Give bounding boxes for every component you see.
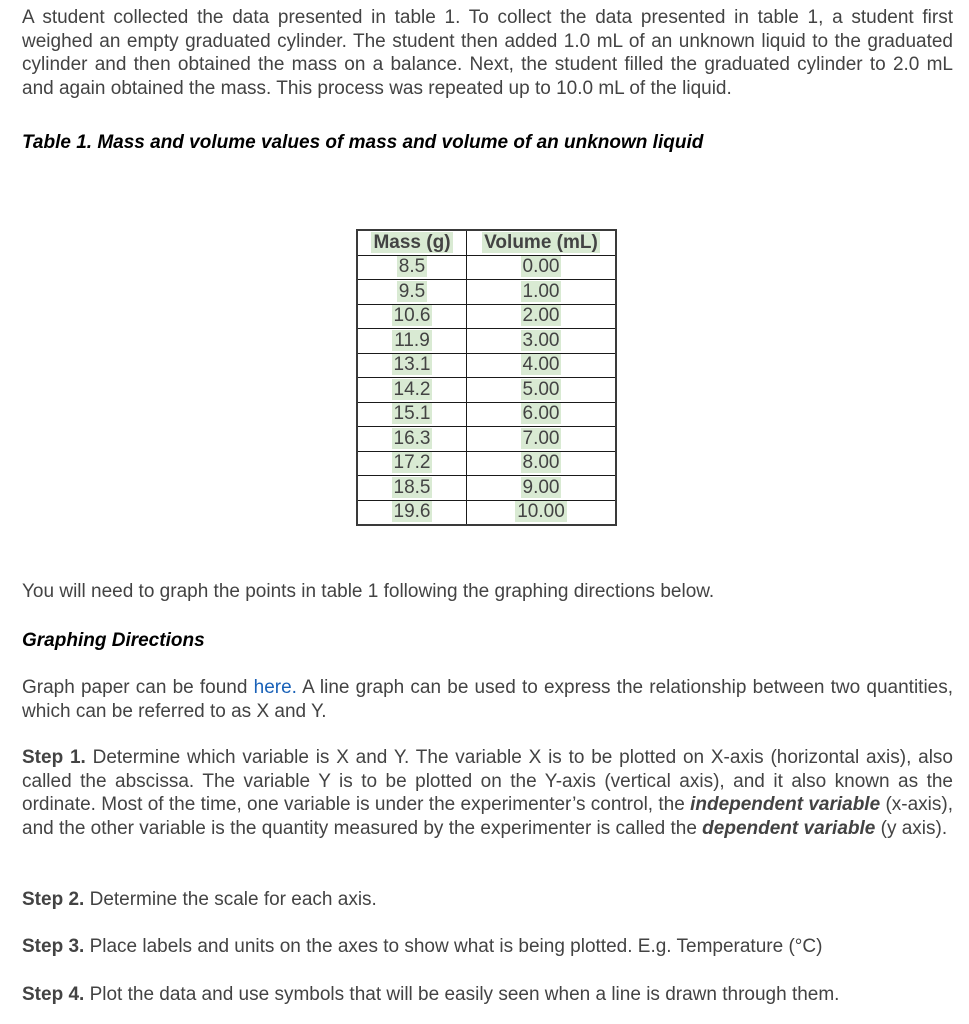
table-row [357,476,616,501]
mass-cell: 17.2 [357,451,467,476]
table-row [357,451,616,476]
step-1-label: Step 1. [22,747,86,768]
table-row [357,255,616,280]
table-row [357,353,616,378]
graphing-directions-heading: Graphing Directions [22,630,205,651]
mass-volume-table [356,229,617,526]
step-2-label: Step 2. [22,889,85,910]
table-header-row [357,230,616,255]
mass-cell: 10.6 [357,304,467,329]
volume-cell: 9.00 [467,476,617,501]
table-row [357,304,616,329]
volume-cell: 4.00 [467,353,617,378]
volume-cell: 7.00 [467,427,617,452]
volume-cell: 2.00 [467,304,617,329]
step-4-paragraph: Step 4. Plot the data and use symbols that will be easily seen when a line is drawn through them. [22,984,840,1005]
volume-cell: 8.00 [467,451,617,476]
mass-cell: 8.5 [357,255,467,280]
header-volume: Volume (mL) [467,230,617,255]
step-3-paragraph: Step 3. Place labels and units on the axes to show what is being plotted. E.g. Temperature (°C) [22,936,823,957]
dependent-variable-term: dependent variable [702,817,876,839]
step-2-paragraph: Step 2. Determine the scale for each axis. [22,889,377,910]
mass-cell: 15.1 [357,402,467,427]
volume-cell: 3.00 [467,329,617,354]
volume-cell: 10.00 [467,500,617,525]
volume-cell: 1.00 [467,280,617,305]
table-row [357,500,616,525]
graph-paper-paragraph: Graph paper can be found here. A line graph can be used to express the relationship between two quantities, which can be referred to as X and Y. [22,677,954,722]
volume-cell: 0.00 [467,255,617,280]
volume-cell: 5.00 [467,378,617,403]
volume-cell: 6.00 [467,402,617,427]
table-row [357,280,616,305]
table-row [357,402,616,427]
table-caption: Table 1. Mass and volume values of mass and volume of an unknown liquid [22,132,704,153]
graph-paper-link[interactable]: here. [253,677,297,698]
mass-cell: 9.5 [357,280,467,305]
mass-cell: 13.1 [357,353,467,378]
mass-cell: 11.9 [357,329,467,354]
header-mass: Mass (g) [357,230,467,255]
table-row [357,329,616,354]
graph-instruction: You will need to graph the points in table 1 following the graphing directions below. [22,581,715,602]
table-row [357,427,616,452]
mass-cell: 14.2 [357,378,467,403]
mass-cell: 16.3 [357,427,467,452]
step-4-label: Step 4. [22,984,85,1005]
step-3-label: Step 3. [22,936,85,957]
step-1-paragraph: Step 1. Determine which variable is X and Y. The variable X is to be plotted on X-axis (horizontal axis), also called the abscissa. The variable Y is to be plotted on the Y-axis (vertical axis), and it also known as the ordinate. Most of the time, one variable is under the experimenter’s control, the independent variable (x-axis), and the other variable is the quantity measured by the experimenter is called the dependent variable (y axis). [22,747,954,839]
mass-cell: 19.6 [357,500,467,525]
mass-cell: 18.5 [357,476,467,501]
table-row [357,378,616,403]
intro-paragraph: A student collected the data presented in table 1. To collect the data presented in table 1, a student first weighed an empty graduated cylinder. The student then added 1.0 mL of an unknown liquid to the graduated cylinder and then obtained the mass on a balance. Next, the student filled the graduated cylinder to 2.0 mL and again obtained the mass. This process was repeated up to 10.0 mL of the liquid. [22,7,953,99]
independent-variable-term: independent variable [690,794,881,816]
